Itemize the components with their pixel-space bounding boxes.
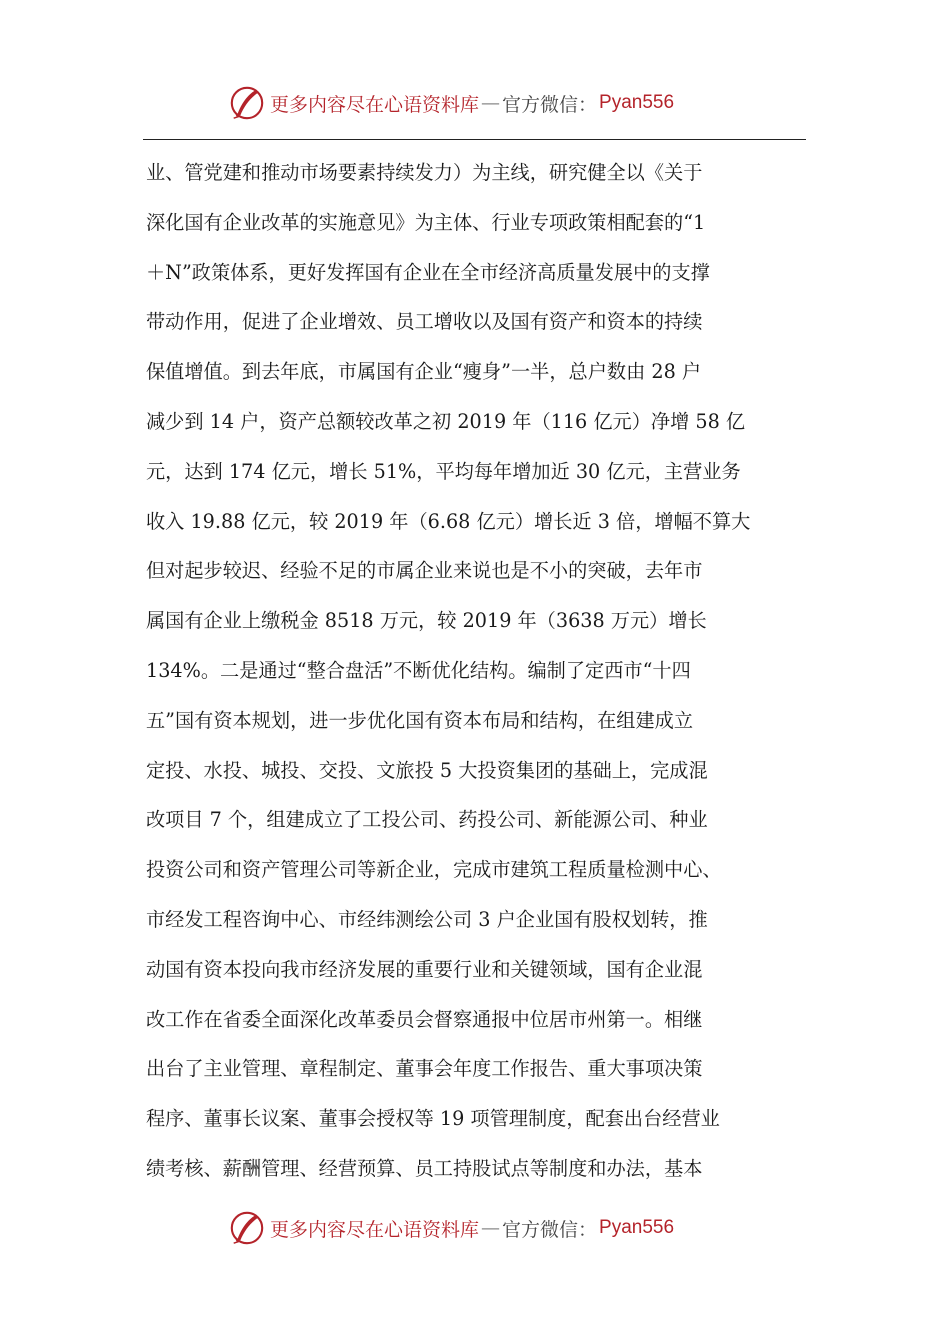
text-line: 属国有企业上缴税金 8518 万元，较 2019 年（3638 万元）增长: [146, 609, 707, 633]
header-dash: —: [481, 92, 501, 114]
text-line: 改工作在省委全面深化改革委员会督察通报中位居市州第一。相继: [146, 1007, 703, 1031]
text-line: 深化国有企业改革的实施意见》为主体、行业专项政策相配套的“1: [146, 210, 706, 234]
footer-title: 更多内容尽在心语资料库: [270, 1218, 480, 1241]
text-line: 改项目 7 个，组建成立了工投公司、药投公司、新能源公司、种业: [146, 808, 708, 832]
footer-banner: [228, 1208, 728, 1248]
header-wechat-label: 官方微信：: [502, 93, 598, 116]
text-line: 但对起步较迟、经验不足的市属企业来说也是不小的突破，去年市: [146, 559, 703, 583]
footer-wechat-label: 官方微信：: [502, 1218, 598, 1241]
text-line: 投资公司和资产管理公司等新企业，完成市建筑工程质量检测中心、: [146, 858, 722, 882]
footer-dash: —: [481, 1217, 501, 1239]
footer-wechat-id: Pyan556: [599, 1217, 675, 1238]
header-title: 更多内容尽在心语资料库: [270, 93, 480, 116]
text-line: 收入 19.88 亿元，较 2019 年（6.68 亿元）增长近 3 倍，增幅不算大: [146, 509, 751, 533]
text-line: 市经发工程咨询中心、市经纬测绘公司 3 户企业国有股权划转，推: [146, 907, 708, 931]
header-wechat-id: Pyan556: [599, 92, 675, 113]
text-line: 134%。二是通过“整合盘活”不断优化结构。编制了定西市“十四: [146, 658, 691, 682]
quill-logo-icon: [228, 1209, 266, 1247]
text-line: ＋N”政策体系，更好发挥国有企业在全市经济高质量发展中的支撑: [146, 260, 710, 284]
text-line: 业、管党建和推动市场要素持续发力）为主线，研究健全以《关于: [146, 161, 703, 184]
text-line: 动国有资本投向我市经济发展的重要行业和关键领域，国有企业混: [146, 957, 703, 981]
text-line: 保值增值。到去年底，市属国有企业“瘦身”一半，总户数由 28 户: [146, 360, 702, 384]
text-line: 定投、水投、城投、交投、文旅投 5 大投资集团的基础上，完成混: [146, 758, 708, 782]
header-rule: [143, 139, 806, 140]
text-line: 五”国有资本规划，进一步优化国有资本布局和结构，在组建成立: [146, 708, 694, 732]
body-text: [146, 148, 808, 1194]
text-line: 程序、董事长议案、董事会授权等 19 项管理制度，配套出台经营业: [146, 1107, 720, 1131]
text-line: 减少到 14 户，资产总额较改革之初 2019 年（116 亿元）净增 58 亿: [146, 409, 746, 433]
text-line: 元，达到 174 亿元，增长 51%，平均每年增加近 30 亿元，主营业务: [146, 459, 741, 483]
header-banner: [228, 83, 728, 123]
quill-logo-icon: [228, 84, 266, 122]
text-line: 带动作用，促进了企业增效、员工增收以及国有资产和资本的持续: [146, 310, 703, 334]
text-line: 绩考核、薪酬管理、经营预算、员工持股试点等制度和办法，基本: [146, 1156, 703, 1180]
text-line: 出台了主业管理、章程制定、董事会年度工作报告、重大事项决策: [146, 1057, 703, 1081]
